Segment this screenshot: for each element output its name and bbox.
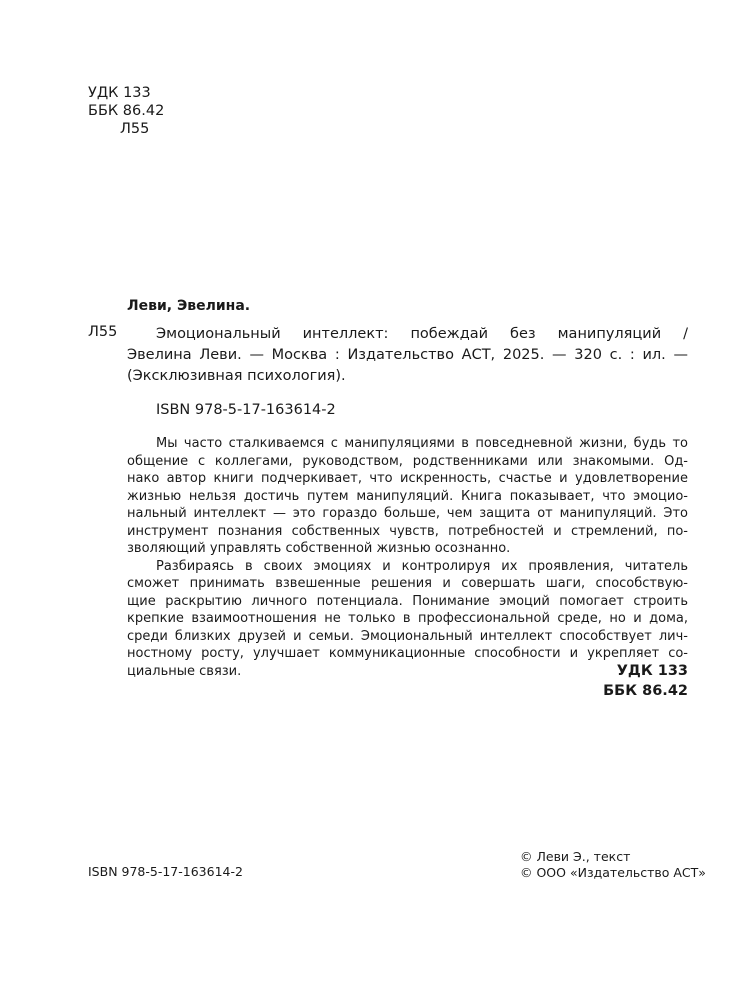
annotation-line: крепкие взаимоотношения не только в профессиональной среде, но и дома, <box>127 611 688 626</box>
bbk-code: ББК 86.42 <box>88 103 165 119</box>
annotation-line: нальный интеллект — это гораздо больше, чем защита от манипуляций. Это <box>127 506 688 521</box>
top-classification-codes <box>88 84 164 138</box>
entry-author: Леви, Эвелина. <box>127 298 251 314</box>
annotation-line: сможет принимать взвешенные решения и совершать шаги, способствую- <box>127 576 688 591</box>
annotation-line: инструмент познания собственных чувств, потребностей и стремлений, по- <box>127 523 688 539</box>
title-line: (Эксклюзивная психология). <box>127 368 346 384</box>
title-line: Эмоциональный интеллект: побеждай без манипуляций / <box>156 326 688 342</box>
bbk-code-bold: ББК 86.42 <box>603 683 688 699</box>
annotation-line: нако автор книги подчеркивает, что искренность, счастье и удовлетворение <box>127 471 688 486</box>
annotation-line: жизнью нельзя достичь путем манипуляций. Книга показывает, что эмоцио- <box>127 488 688 504</box>
entry-cipher: Л55 <box>88 324 118 340</box>
bottom-classification-codes <box>560 661 688 701</box>
annotation-line: зволяющий управлять собственной жизнью осознанно. <box>127 541 511 556</box>
footer-isbn: ISBN 978-5-17-163614-2 <box>88 864 243 879</box>
annotation <box>127 435 688 680</box>
annotation-line: щие раскрытию личного потенциала. Понимание эмоций помогает строить <box>127 593 688 609</box>
annotation-line: Разбираясь в своих эмоциях и контролируя их проявления, читатель <box>156 558 688 574</box>
udk-code-bold: УДК 133 <box>616 663 688 679</box>
annotation-line: циальные связи. <box>127 663 242 679</box>
entry-isbn: ISBN 978-5-17-163614-2 <box>156 402 336 418</box>
annotation-line: Мы часто сталкиваемся с манипуляциями в повседневной жизни, будь то <box>156 436 688 451</box>
author-sign: Л55 <box>120 121 150 137</box>
udk-code: УДК 133 <box>88 85 151 101</box>
entry-title-block <box>127 324 688 387</box>
copyright-publisher: © ООО «Издательство АСТ» <box>520 865 706 880</box>
annotation-line: ностному росту, улучшает коммуникационные способности и укрепляет со- <box>127 646 688 661</box>
annotation-line: общение с коллегами, руководством, родственниками или знакомыми. Од- <box>127 453 688 469</box>
copyright-block <box>520 849 706 881</box>
annotation-line: среди близких друзей и семьи. Эмоциональный интеллект способствует лич- <box>127 628 688 644</box>
title-line: Эвелина Леви. — Москва : Издательство АСТ, 2025. — 320 с. : ил. — <box>127 347 688 363</box>
copyright-author: © Леви Э., текст <box>520 849 631 864</box>
